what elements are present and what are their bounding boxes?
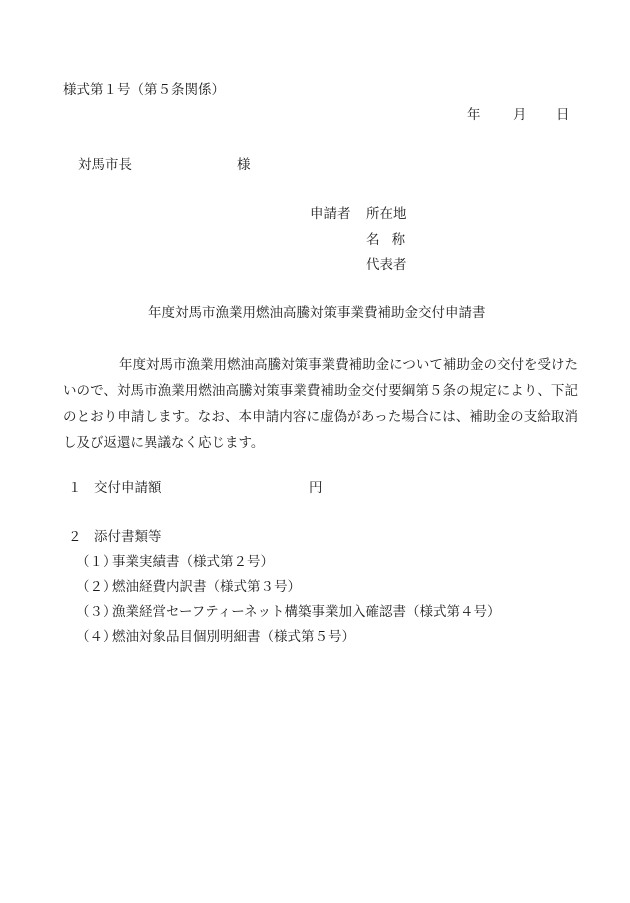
attachment-text: 漁業経営セーフティーネット構築事業加入確認書（様式第４号） — [112, 604, 501, 620]
item-2-number: ２ — [68, 529, 82, 545]
attachment-text: 燃油経費内訳書（様式第３号） — [112, 579, 301, 595]
addressee-honorific: 様 — [237, 157, 251, 173]
attachment-number: （２） — [76, 579, 117, 595]
address-field-label: 所在地 — [366, 206, 407, 222]
date-month-label: 月 — [513, 107, 527, 123]
document-title: 年度対馬市漁業用燃油高騰対策事業費補助金交付申請書 — [148, 305, 486, 321]
representative-field-label: 代表者 — [366, 257, 407, 273]
date-year-label: 年 — [467, 107, 481, 123]
attachment-text: 燃油対象品目個別明細書（様式第５号） — [112, 629, 355, 645]
name-field-label: 名称 — [366, 232, 418, 248]
attachment-item — [76, 631, 355, 645]
attachment-item — [76, 581, 301, 595]
applicant-label: 申請者 — [310, 206, 351, 222]
addressee-name: 対馬市長 — [78, 157, 132, 173]
requested-amount-label: 交付申請額 — [94, 480, 162, 496]
application-body-text: 年度対馬市漁業用燃油高騰対策事業費補助金について補助金の交付を受けたいので、対馬市漁業用燃油高騰対策事業費補助金交付要綱第５条の規定により、下記のとおり申請します。なお、本申請内容に虚偽があった場合には、補助金の支給取消し及び返還に異議なく応じます。 — [63, 357, 578, 451]
item-1-number: １ — [68, 480, 82, 496]
form-label: 様式第１号（第５条関係） — [63, 82, 225, 98]
attachment-item — [76, 606, 501, 620]
attachment-number: （３） — [76, 604, 117, 620]
attachment-text: 事業実績書（様式第２号） — [112, 554, 274, 570]
attachment-item — [76, 556, 274, 570]
attachment-number: （４） — [76, 629, 117, 645]
date-day-label: 日 — [556, 107, 570, 123]
amount-unit-yen: 円 — [309, 480, 323, 496]
attachments-label: 添付書類等 — [94, 529, 162, 545]
attachment-number: （１） — [76, 554, 117, 570]
